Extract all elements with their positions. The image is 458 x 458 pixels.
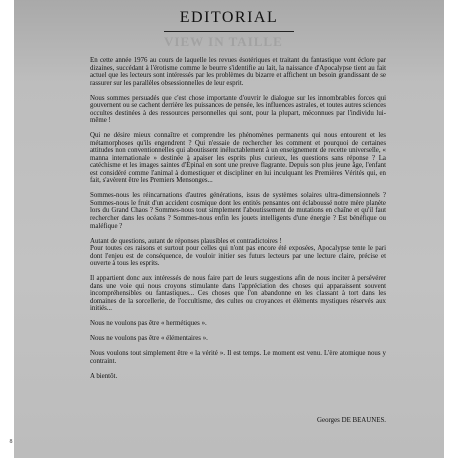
paragraph-6: Il appartient donc aux intéressés de nous faire part de leurs suggestions afin de nous inciter à persévérer dans une voie qui nous croyons stimulante dans l'appréciation des choses qui apparaissent souvent incompréhensibles ou fantastiques... Ces choses que l'on abandonne en les classant à tort dans les domaines de la sorcellerie, de l'occultisme, des cultes ou croyances et éléments mystiques réservés aux initiés... xyxy=(90,275,386,313)
page-number: 8 xyxy=(9,439,13,445)
title-underline xyxy=(164,31,294,32)
page-title: EDITORIAL xyxy=(179,9,279,26)
closing-line: A bientôt. xyxy=(90,372,118,380)
paragraph-8: Nous ne voulons pas être « élémentaires ». xyxy=(90,335,208,343)
magazine-page xyxy=(14,0,444,458)
paragraph-7: Nous ne voulons pas être « hermétiques ». xyxy=(90,320,207,328)
paragraph-9: Nous voulons tout simplement être « la vérité ». Il est temps. Le moment est venu. L'ère atomique nous y contraint. xyxy=(90,350,386,365)
editorial-body xyxy=(90,57,386,388)
author-signature: Georges DE BEAUNES. xyxy=(317,417,386,424)
paragraph-2: Nous sommes persuadés que c'est chose importante d'ouvrir le dialogue sur les innombrables forces qui gouvernent ou se cachent derrière les puissances de pensée, les influences astrales, et toutes autres sciences occultes destinées à des ressources personnelles qui sont, pour la plupart, méconnues par l'individu lui-même ! xyxy=(90,94,386,125)
paragraph-3: Qui ne désire mieux connaître et comprendre les phénomènes permanents qui nous entourent et les métamorphoses qu'ils engendrent ? Qui n'essaie de rechercher les comment et pourquoi de certaines attitudes non conventionnelles qui aboutissent inéluctablement à un enseignement de recette universelle, « manna internationale » destinée à apaiser les esprits plus curieux, les questions sans réponse ? La catéchisme et les images saintes d'Épinal en sont une preuve flagrante. Depuis son plus jeune âge, l'enfant est considéré comme l'animal à domestiquer et discipliner en lui inculquant les Premières Vérités qui, en fait, s'avèrent être les Premiers Mensonges... xyxy=(90,132,386,185)
paragraph-4: Sommes-nous les réincarnations d'autres générations, issus de systèmes solaires ultra-dimensionnels ? Sommes-nous le fruit d'un accident cosmique dont les entités pensantes ont éclaboussé notre mère planète lors du Grand Chaos ? Sommes-nous tout simplement l'aboutissement de mutations en chaîne et qu'il faut rechercher dans les océans ? Sommes-nous enfin les jouets intelligents d'une énergie ? Est bénéfique ou maléfique ? xyxy=(90,192,386,230)
show-through-text: VIEW IN TAILLE xyxy=(164,34,283,49)
paragraph-5: Autant de questions, autant de réponses plausibles et contradictoires ! Pour toutes ces raisons et surtout pour celles qui n'ont pas encore été exposées, Apocalypse tente le pari dont l'enjeu est de conséquence, de vouloir initier ses futurs lecteurs par une lecture claire, précise et ouverte à tous les esprits. xyxy=(90,237,386,268)
paragraph-1: En cette année 1976 au cours de laquelle les revues ésotériques et traitant du fantastique vont éclore par dizaines, succédant à l'érotisme comme le beurre s'identifie au lait, la naissance d'Apocalypse tient au fait actuel que les lecteurs sont intéressés par les problèmes du bizarre et affichent un besoin grandissant de se rassurer sur les parallèles obsessionnelles de leur esprit. xyxy=(90,57,386,87)
